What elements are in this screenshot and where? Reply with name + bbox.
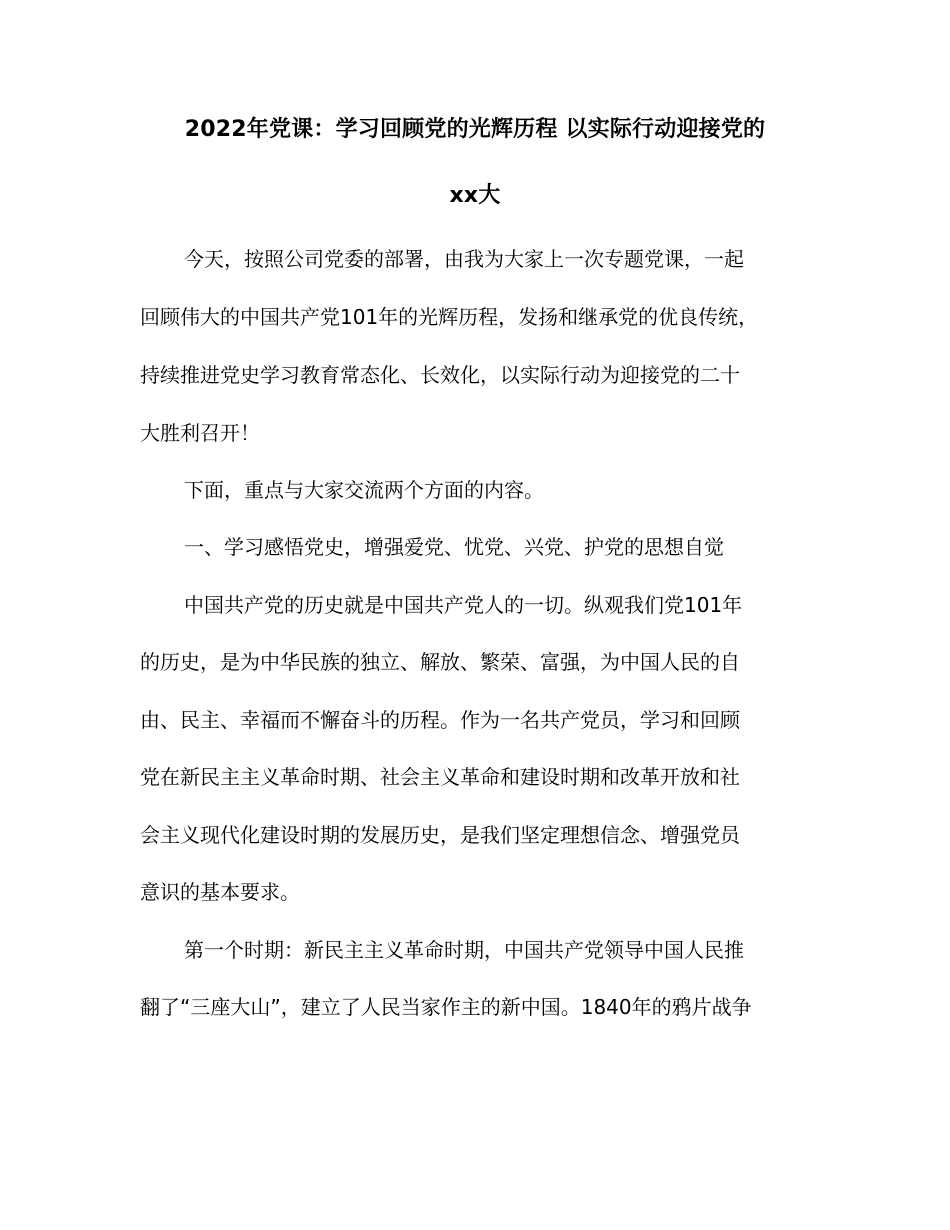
section-heading: 一、学习感悟党史，增强爱党、忧党、兴党、护党的思想自觉 xyxy=(184,535,724,559)
paragraph-line: 第一个时期：新民主主义革命时期，中国共产党领导中国人民推 xyxy=(184,938,744,962)
paragraph-line: 翻了“三座大山”，建立了人民当家作主的新中国。1840年的鸦片战争 xyxy=(140,995,752,1019)
paragraph-line: 会主义现代化建设时期的发展历史，是我们坚定理想信念、增强党员 xyxy=(140,823,740,847)
paragraph-line: 下面，重点与大家交流两个方面的内容。 xyxy=(184,478,544,502)
document-title-line-2: xx大 xyxy=(449,183,501,208)
paragraph-line: 意识的基本要求。 xyxy=(140,880,300,904)
paragraph-line: 的历史，是为中华民族的独立、解放、繁荣、富强，为中国人民的自 xyxy=(140,650,740,674)
document-title-line-1: 2022年党课：学习回顾党的光辉历程 以实际行动迎接党的 xyxy=(184,117,766,142)
paragraph-line: 由、民主、幸福而不懈奋斗的历程。作为一名共产党员，学习和回顾 xyxy=(140,708,740,732)
paragraph-line: 持续推进党史学习教育常态化、长效化，以实际行动为迎接党的二十 xyxy=(140,363,740,387)
paragraph-line: 中国共产党的历史就是中国共产党人的一切。纵观我们党101年 xyxy=(184,593,743,617)
paragraph-line: 党在新民主主义革命时期、社会主义革命和建设时期和改革开放和社 xyxy=(140,765,740,789)
paragraph-line: 大胜利召开！ xyxy=(140,421,260,445)
paragraph-line: 今天，按照公司党委的部署，由我为大家上一次专题党课，一起 xyxy=(184,247,744,271)
paragraph-line: 回顾伟大的中国共产党101年的光辉历程，发扬和继承党的优良传统， xyxy=(140,305,759,329)
